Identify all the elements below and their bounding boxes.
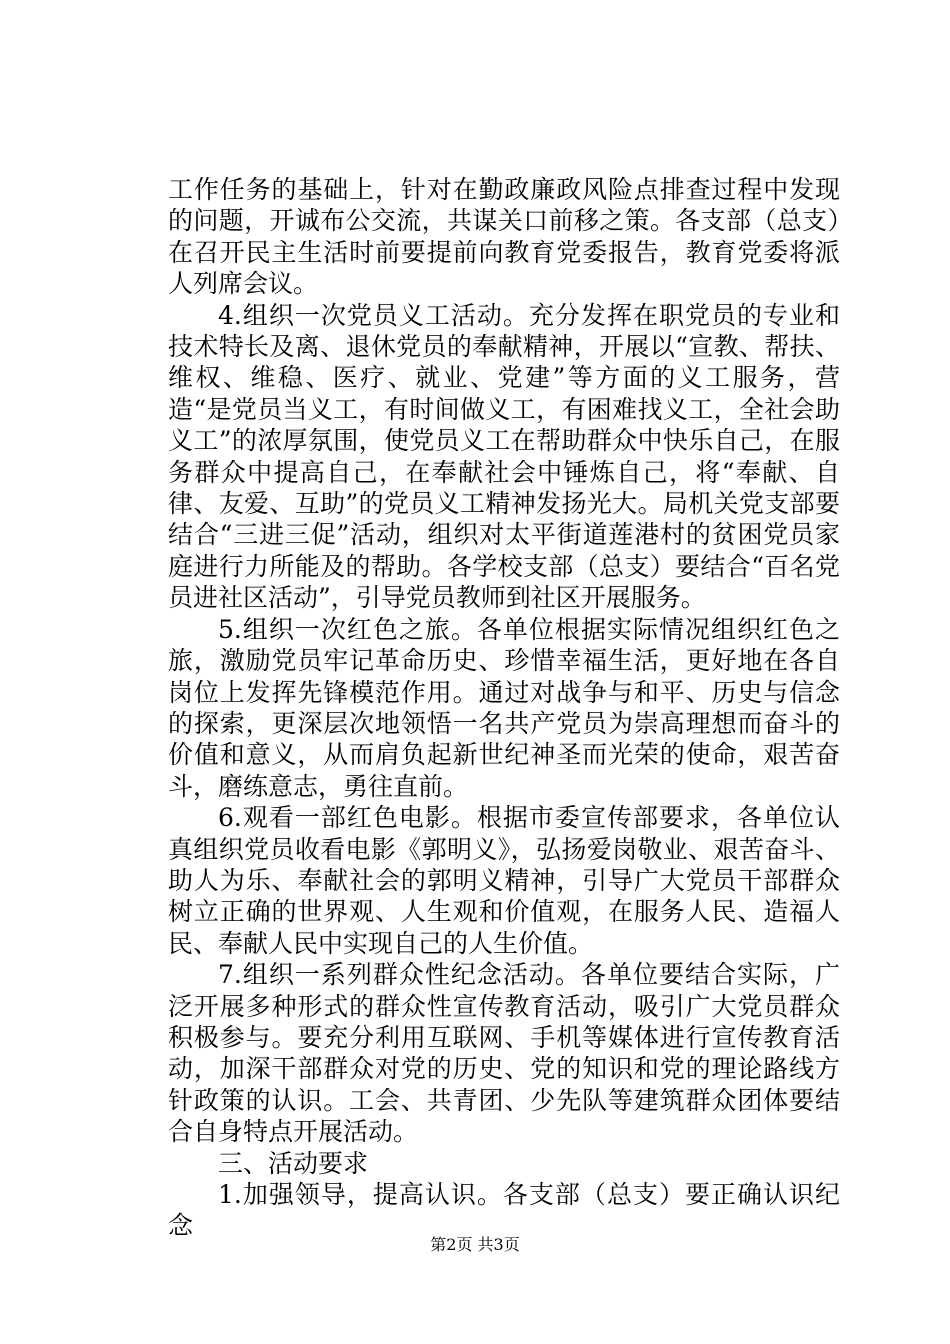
paragraph-requirement-1: 1.加强领导，提高认识。各支部（总支）要正确认识纪念 [168, 1180, 840, 1241]
paragraph-item-6: 6.观看一部红色电影。根据市委宣传部要求，各单位认真组织党员收看电影《郭明义》，弘扬爱岗敬业、艰苦奋斗、助人为乐、奉献社会的郭明义精神，引导广大党员干部群众树立正确的世界观、人生观和价值观，在服务人民、造福人民、奉献人民中实现自己的人生价值。 [168, 803, 840, 958]
paragraph-item-4: 4.组织一次党员义工活动。充分发挥在职党员的专业和技术特长及离、退休党员的奉献精神，开展以“宣教、帮扶、维权、维稳、医疗、就业、党建”等方面的义工服务，营造“是党员当义工，有时间做义工，有困难找义工，全社会助义工”的浓厚氛围，使党员义工在帮助群众中快乐自己，在服务群众中提高自己，在奉献社会中锤炼自己，将“奉献、自律、友爱、互助”的党员义工精神发扬光大。局机关党支部要结合“三进三促”活动，组织对太平街道莲港村的贫困党员家庭进行力所能及的帮助。各学校支部（总支）要结合“百名党员进社区活动”，引导党员教师到社区开展服务。 [168, 300, 840, 613]
document-body [168, 174, 840, 1242]
section-heading-requirements: 三、活动要求 [218, 1148, 369, 1178]
paragraph-item-5: 5.组织一次红色之旅。各单位根据实际情况组织红色之旅，激励党员牢记革命历史、珍惜幸福生活，更好地在各自岗位上发挥先锋模范作用。通过对战争与和平、历史与信念的探索，更深层次地领悟一名共产党员为崇高理想而奋斗的价值和意义，从而肩负起新世纪神圣而光荣的使命，艰苦奋斗，磨练意志，勇往直前。 [168, 614, 840, 801]
paragraph-continuation: 工作任务的基础上，针对在勤政廉政风险点排查过程中发现的问题，开诚布公交流，共谋关口前移之策。各支部（总支）在召开民主生活时前要提前向教育党委报告，教育党委将派人列席会议。 [168, 175, 840, 299]
page-footer: 第2页 共3页 [430, 1235, 520, 1254]
paragraph-item-7: 7.组织一系列群众性纪念活动。各单位要结合实际，广泛开展多种形式的群众性宣传教育活动，吸引广大党员群众积极参与。要充分利用互联网、手机等媒体进行宣传教育活动，加深干部群众对党的历史、党的知识和党的理论路线方针政策的认识。工会、共青团、少先队等建筑群众团体要结合自身特点开展活动。 [168, 960, 840, 1147]
